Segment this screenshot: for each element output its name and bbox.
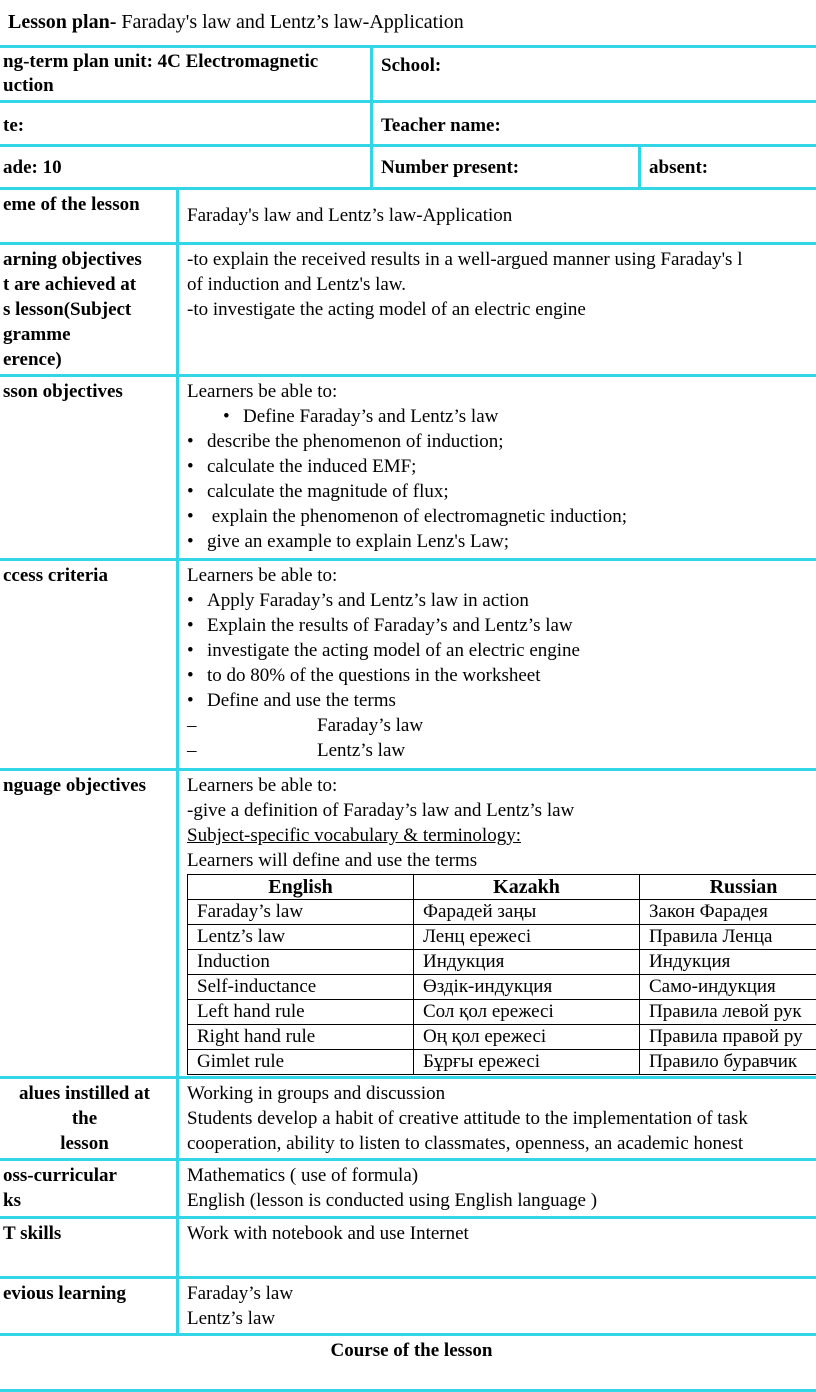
theme-label: eme of the lesson (0, 189, 178, 244)
absent-cell: absent: (640, 146, 816, 189)
teacher-name-cell: Teacher name: (372, 102, 816, 146)
values-value: Working in groups and discussion Students develop a habit of creative attitude to the implementation of task cooperation, ability to listen to classmates, openness, an academic honest (178, 1078, 816, 1160)
ict-skills-value: Work with notebook and use Internet (178, 1218, 816, 1278)
vocab-row: Self-inductance Өздік-индукция Само-индукция (188, 975, 816, 1000)
success-criteria-label: ccess criteria (0, 560, 178, 770)
vocab-header-english: English (188, 875, 414, 900)
vocab-row: Gimlet rule Бұрғы ережесі Правило буравчик (188, 1050, 816, 1075)
date-cell: te: (0, 102, 372, 146)
number-present-cell: Number present: (372, 146, 640, 189)
lesson-objectives-label: sson objectives (0, 376, 178, 560)
learning-objectives-value: -to explain the received results in a well-argued manner using Faraday's l of induction and Lentz's law. -to investigate the acting model of an electric engine (178, 244, 816, 376)
ict-skills-label: T skills (0, 1218, 178, 1278)
lesson-plan-table (0, 45, 816, 1392)
school-cell: School: (372, 47, 816, 102)
cross-curricular-label: oss-curricular ks (0, 1160, 178, 1218)
previous-learning-label: evious learning (0, 1278, 178, 1335)
lesson-objectives-value: Learners be able to: • Define Faraday’s and Lentz’s law • describe the phenomenon of induction; • calculate the induced EMF; • calculate the magnitude of flux; • explain the phenomenon of electromagnetic induction; • give an example to explain Lenz's Law; (178, 376, 816, 560)
language-objectives-label: nguage objectives (0, 770, 178, 1078)
course-of-lesson-heading: Course of the lesson (0, 1335, 816, 1391)
vocab-header-kazakh: Kazakh (414, 875, 640, 900)
vocab-row: Induction Индукция Индукция (188, 950, 816, 975)
vocab-row: Left hand rule Сол қол ережесі Правила левой рук (188, 1000, 816, 1025)
document-title: Lesson plan- Faraday's law and Lentz’s law-Application (8, 10, 464, 35)
vocabulary-table (187, 874, 816, 1075)
grade-cell: ade: 10 (0, 146, 372, 189)
unit-cell: ng-term plan unit: 4C Electromagnetic uction (0, 47, 372, 102)
language-objectives-value: Learners be able to: -give a definition of Faraday’s law and Lentz’s law Subject-specific vocabulary & terminology: Learners will define and use the terms English Kazakh Russian Faraday’s law Фарадей заңы Закон Фарадея Lentz’s law Ленц ережесі Правила Ленца Induction Индукция Индукция Self-inductance Өздік-индукция Само-индукция Left hand rule Сол қол ережесі Правила левой рук Right hand rule Оң қол ережесі Правила правой ру Gimlet rule Бұрғы ережесі Правило буравчик (178, 770, 816, 1078)
values-label: alues instilled at the lesson (0, 1078, 178, 1160)
vocab-row: Right hand rule Оң қол ережесі Правила правой ру (188, 1025, 816, 1050)
vocab-row: Lentz’s law Ленц ережесі Правила Ленца (188, 925, 816, 950)
success-criteria-value: Learners be able to: • Apply Faraday’s and Lentz’s law in action • Explain the results of Faraday’s and Lentz’s law • investigate the acting model of an electric engine • to do 80% of the questions in the worksheet • Define and use the terms – Faraday’s law – Lentz’s law (178, 560, 816, 770)
cross-curricular-value: Mathematics ( use of formula) English (lesson is conducted using English language ) (178, 1160, 816, 1218)
previous-learning-value: Faraday’s law Lentz’s law (178, 1278, 816, 1335)
vocab-row: Faraday’s law Фарадей заңы Закон Фарадея (188, 900, 816, 925)
theme-value: Faraday's law and Lentz’s law-Application (178, 189, 816, 244)
vocab-header-russian: Russian (640, 875, 816, 900)
learning-objectives-label: arning objectives t are achieved at s lesson(Subject gramme erence) (0, 244, 178, 376)
